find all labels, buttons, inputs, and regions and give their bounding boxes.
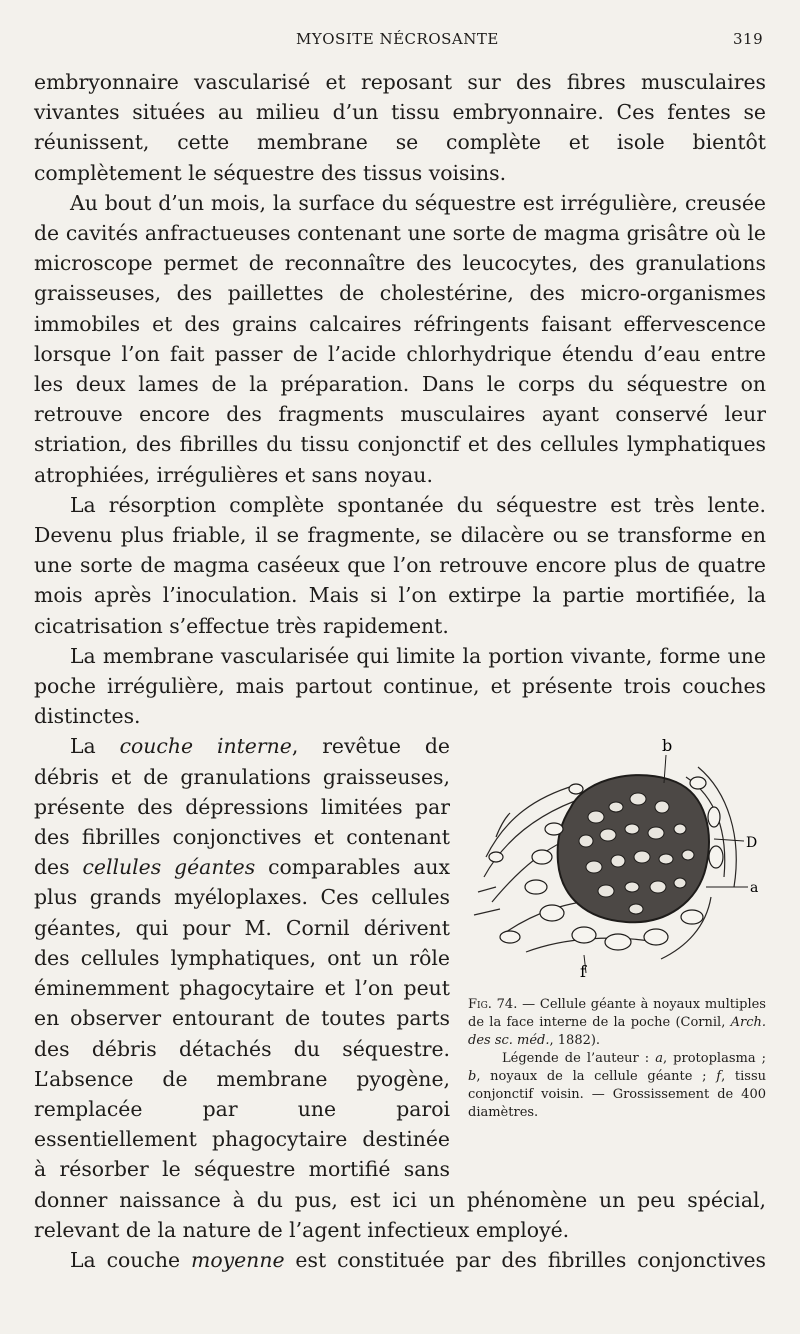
figure-74 (466, 731, 766, 1177)
caption-figure-label: Fig. 74. (468, 997, 518, 1013)
caption-text-a: — Cellule géante à noyaux multiples de la face interne de la poche (Cornil, (468, 997, 766, 1031)
p5-term-cellules-geantes: cellules géantes (82, 855, 256, 880)
figure-label-a: a (750, 880, 759, 897)
legend-part-d: , tissu conjonctif voisin. — Grossissement de 400 diamètres. (468, 1069, 766, 1121)
page-number: 319 (733, 30, 764, 48)
p5-text-c: , revêtue de débris et de granulations graisseuses, présente des dépressions limitées par des fibrilles conjonctives et contenant des (34, 734, 450, 880)
giant-cell-illustration (466, 737, 766, 977)
caption-text-b: , 1882). (549, 1033, 601, 1049)
p6-term-moyenne: moyenne (190, 1247, 285, 1272)
legend-part-b: , protoplasma ; (663, 1051, 766, 1067)
paragraph-1: embryonnaire vascularisé et reposant sur des fibres musculaires vivantes situées au milieu d’un tissu embryonnaire. Ces fentes se réunissent, cette membrane se complète et isole bientôt complètement le séquestre des tissus voisins. (34, 70, 766, 185)
paragraph-4: La membrane vascularisée qui limite la portion vivante, forme une poche irrégulière, mais partout continue, et présente trois couches distinctes. (34, 643, 766, 729)
paragraph-3: La résorption complète spontanée du séquestre est très lente. Devenu plus friable, il se fragmente, se dilacère ou se transforme en une sorte de magma caséeux que l’on retrouve encore plus de quatre mois après l’inoculation. Mais si l’on extirpe la partie mortifiée, la cicatrisation s’effectue très rapidement. (34, 492, 766, 638)
figure-label-f: f (580, 962, 586, 978)
running-title: MYOSITE NÉCROSANTE (296, 30, 499, 48)
legend-key-f: f (716, 1069, 722, 1085)
p6-text-a: La couche (70, 1247, 191, 1272)
legend-part-c: , noyaux de la cellule géante ; (476, 1069, 717, 1085)
body-text (34, 67, 766, 1275)
p5-text-a: La (70, 734, 120, 759)
p5-text-e: comparables aux plus grands myéloplaxes. Ces cellules géantes, qui pour M. Cornil dérivent des cellules lymphatiques, ont un rôle éminemment phagocytaire et l’on peut en observer entourant de toutes parts des débris détachés du séquestre. L’absence de membrane pyogène, remplacée par une paroi essentiellement phagocytaire destinée à résorber le séquestre mortifié sans donner naissance à du pus, est ici un phénomène un peu spécial, relevant de la nature de l’agent infectieux employé. (34, 855, 766, 1242)
paragraph-2: Au bout d’un mois, la surface du séquestre est irrégulière, creusée de cavités anfractueuses contenant une sorte de magma grisâtre où le microscope permet de reconnaître des leucocytes, des granulations graisseuses, des paillettes de cholestérine, des micro-organismes immobiles et des grains calcaires réfringents faisant effervescence lorsque l’on fait passer de l’acide chlorhydrique étendu d’eau entre les deux lames de la préparation. Dans le corps du séquestre on retrouve encore des fragments musculaires ayant conservé leur striation, des fibrilles du tissu conjonctif et des cellules lymphatiques atrophiées, irrégulières et sans noyau. (34, 190, 766, 487)
p5-term-couche-interne: couche interne (119, 734, 292, 759)
caption-source: Arch. des sc. méd. (468, 1015, 766, 1049)
running-head (0, 30, 800, 54)
caption-legend (468, 1050, 766, 1122)
figure-label-b: b (662, 737, 673, 756)
legend-key-b: b (468, 1069, 477, 1085)
legend-part-a: Légende de l’auteur : (502, 1051, 656, 1067)
figure-label-D: D (746, 835, 758, 852)
legend-key-a: a (655, 1051, 663, 1067)
p6-text-c: est constituée par des fibrilles conjonctives (284, 1247, 766, 1272)
figure-caption (468, 996, 766, 1122)
paragraph-6 (34, 1245, 766, 1275)
